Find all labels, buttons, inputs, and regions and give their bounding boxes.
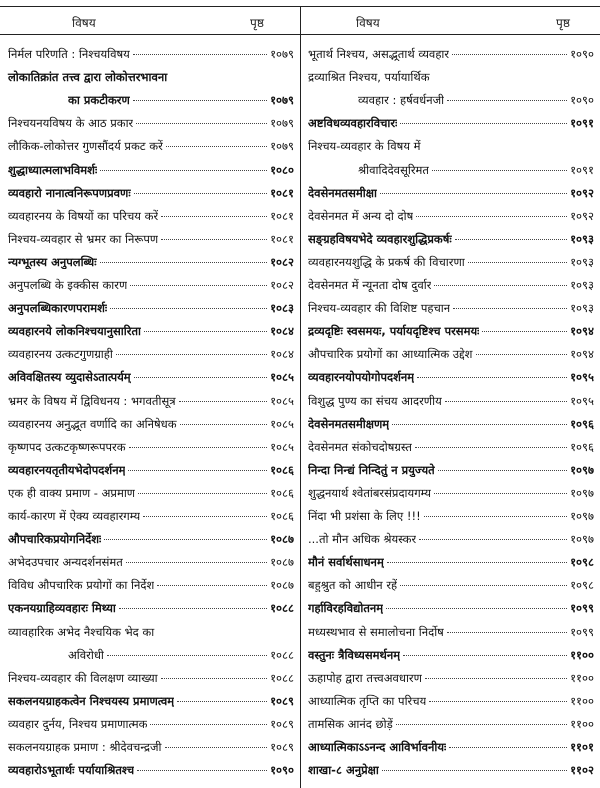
page-number: १०९३ xyxy=(570,255,594,269)
entry-title: व्यवहारनये लोकनिश्चयानुसारिता xyxy=(8,324,141,338)
contents-entry xyxy=(8,694,294,708)
contents-entry xyxy=(8,209,294,223)
page-number: १०९३ xyxy=(570,232,594,246)
contents-entry xyxy=(8,601,294,615)
contents-entry xyxy=(8,116,294,130)
entry-title: एकनयग्राहिव्यवहारः मिथ्या xyxy=(8,601,116,615)
dot-leader xyxy=(396,724,567,725)
dot-leader xyxy=(380,193,567,194)
entry-title: निश्चय-व्यवहार की विशिष्ट पहचान xyxy=(308,301,451,315)
dot-leader xyxy=(445,401,567,402)
page-number: १०७९ xyxy=(270,139,294,153)
dot-leader xyxy=(434,285,567,286)
contents-entry xyxy=(308,763,594,777)
entry-title: शुद्धनयार्थ श्वेतांबरसंप्रदायगम्य xyxy=(308,486,432,500)
entry-title: देवसेनमतसमीक्षणम् xyxy=(308,417,390,431)
entry-title: अष्टविधव्यवहारविचारः xyxy=(308,116,398,130)
dot-leader xyxy=(166,146,267,147)
entry-title: देवसेनमतसमीक्षा xyxy=(308,186,377,200)
contents-entry xyxy=(8,417,294,431)
contents-entry xyxy=(308,648,594,662)
contents-entry xyxy=(308,578,594,592)
page-number: १०८५ xyxy=(270,370,294,384)
left-page-header: पृष्ठ xyxy=(250,16,264,30)
page-number: १०९३ xyxy=(570,278,594,292)
entry-title: द्रव्यदृष्टिः स्वसमयः, पर्यायदृष्टिश्च परसमयः xyxy=(308,324,480,338)
contents-entry xyxy=(8,509,294,523)
contents-entry xyxy=(308,47,594,61)
page-number: १०८८ xyxy=(270,601,294,615)
page-number: १०८४ xyxy=(270,347,294,361)
entry-title: एक ही वाक्य प्रमाण - अप्रमाण xyxy=(8,486,136,500)
dot-leader xyxy=(424,516,567,517)
dot-leader xyxy=(416,216,567,217)
entry-title: व्यवहारनय उत्कटगुणग्राही xyxy=(8,347,113,361)
page-number: १०८६ xyxy=(270,463,294,477)
dot-leader xyxy=(161,216,267,217)
page-number: १०९५ xyxy=(570,394,594,408)
contents-entry xyxy=(8,671,294,685)
dot-leader xyxy=(447,100,567,101)
dot-leader xyxy=(150,724,267,725)
dot-leader xyxy=(180,424,268,425)
contents-entry xyxy=(8,347,294,361)
contents-entry xyxy=(308,463,594,477)
dot-leader xyxy=(382,770,567,771)
page-number: १०८७ xyxy=(270,578,294,592)
contents-entry xyxy=(308,694,594,708)
entry-title: व्यवहारोऽभूतार्थः पर्यायाश्रितश्च xyxy=(8,763,135,777)
dot-leader xyxy=(143,516,267,517)
page-number: १०८९ xyxy=(270,717,294,731)
entry-title: श्रीवादिदेवसूरिमत xyxy=(358,163,429,177)
page-number: ११०२ xyxy=(570,763,594,777)
entry-title: मध्यस्थभाव से समालोचना निर्दोष xyxy=(308,625,444,639)
contents-entry xyxy=(308,255,594,269)
contents-entry xyxy=(308,232,594,246)
contents-entry-line: द्रव्याश्रित निश्चय, पर्यायार्थिक xyxy=(308,70,430,84)
contents-entry xyxy=(308,532,594,546)
dot-leader xyxy=(137,770,267,771)
page-number: १०९२ xyxy=(570,186,594,200)
contents-entry xyxy=(308,509,594,523)
entry-title: व्यवहारनय के विषयों का परिचय करें xyxy=(8,209,159,223)
page-number: १०८७ xyxy=(270,555,294,569)
contents-entry xyxy=(308,186,594,200)
page-number: १०८७ xyxy=(270,532,294,546)
page-number: १०८५ xyxy=(270,440,294,454)
entry-title: अनुपलब्धि के इक्कीस कारण xyxy=(8,278,128,292)
contents-entry xyxy=(8,578,294,592)
contents-entry xyxy=(308,278,594,292)
contents-entry xyxy=(308,671,594,685)
dot-leader xyxy=(429,701,567,702)
dot-leader xyxy=(129,447,268,448)
page-number: १०८६ xyxy=(270,509,294,523)
entry-title: व्यवहारो नानात्वनिरूपणप्रवणः xyxy=(8,186,131,200)
entry-title: निश्चय-व्यवहार से भ्रमर का निरूपण xyxy=(8,232,159,246)
dot-leader xyxy=(144,331,267,332)
page-number: १०९१ xyxy=(570,163,594,177)
page-number: १०९७ xyxy=(570,463,594,477)
contents-entry xyxy=(308,370,594,384)
contents-entry xyxy=(8,440,294,454)
page-number: १०९० xyxy=(270,763,294,777)
right-page-header: पृष्ठ xyxy=(556,16,570,30)
page-number: १०८२ xyxy=(270,278,294,292)
page-number: १०८५ xyxy=(270,394,294,408)
contents-entry xyxy=(8,186,294,200)
entry-title: न्यग्भूतस्य अनुपलब्धिः xyxy=(8,255,97,269)
entry-title: निंदा भी प्रशंसा के लिए !!! xyxy=(308,509,421,523)
contents-entry xyxy=(308,301,594,315)
contents-entry xyxy=(8,463,294,477)
page-number: १०९४ xyxy=(570,347,594,361)
entry-title: निन्दा निन्द्यं निन्दितुं न प्रयुज्यते xyxy=(308,463,435,477)
entry-title: आध्यात्मिक तृप्ति का परिचय xyxy=(308,694,427,708)
entry-title: व्यवहार दुर्नय, निश्चय प्रमाणात्मक xyxy=(8,717,148,731)
dot-leader xyxy=(425,678,567,679)
dot-leader xyxy=(133,100,267,101)
page-number: १०९५ xyxy=(570,370,594,384)
entry-title: निर्मल परिणति : निश्चयविषय xyxy=(8,47,130,61)
dot-leader xyxy=(447,632,567,633)
contents-entry xyxy=(308,740,594,754)
page-number: १०९७ xyxy=(570,509,594,523)
dot-leader xyxy=(432,170,567,171)
dot-leader xyxy=(482,331,567,332)
contents-entry xyxy=(8,255,294,269)
contents-entry xyxy=(8,532,294,546)
contents-entry-line: निश्चय-व्यवहार के विषय में xyxy=(308,139,421,153)
dot-leader xyxy=(438,470,567,471)
entry-title: औपचारिक प्रयोगों का आध्यात्मिक उद्देश xyxy=(308,347,473,361)
entry-title: सकलनयग्राहक प्रमाण : श्रीदेवचन्द्रजी xyxy=(8,740,162,754)
dot-leader xyxy=(455,239,567,240)
contents-entry xyxy=(8,163,294,177)
contents-entry xyxy=(308,625,594,639)
dot-leader xyxy=(392,424,567,425)
entry-title: मौनं सर्वार्थसाधनम् xyxy=(308,555,384,569)
page-number: ११०० xyxy=(570,694,594,708)
dot-leader xyxy=(403,655,567,656)
entry-title: व्यवहारनयशुद्धि के प्रकर्ष की विचारणा xyxy=(308,255,465,269)
dot-leader xyxy=(104,539,267,540)
left-subject-header: विषय xyxy=(72,16,96,30)
dot-leader xyxy=(157,585,267,586)
contents-entry xyxy=(308,417,594,431)
contents-entry xyxy=(8,717,294,731)
dot-leader xyxy=(133,54,267,55)
entry-title: लौकिक-लोकोत्तर गुणसौंदर्य प्रकट करें xyxy=(8,139,163,153)
entry-title: बहुश्रुत को आधीन रहें xyxy=(308,578,398,592)
contents-entry xyxy=(308,324,594,338)
dot-leader xyxy=(400,585,567,586)
dot-leader xyxy=(116,354,267,355)
dot-leader xyxy=(138,493,267,494)
entry-title: विशुद्ध पुण्य का संचय आदरणीय xyxy=(308,394,442,408)
entry-title: भूतार्थ निश्चय, असद्भूतार्थ व्यवहार xyxy=(308,47,450,61)
page-number: १०९९ xyxy=(570,625,594,639)
entry-title: व्यवहारनयोपयोगोपदर्शनम् xyxy=(308,370,415,384)
entry-title: कृष्णपद उत्कटकृष्णरूपपरक xyxy=(8,440,126,454)
page-number: ११०० xyxy=(570,717,594,731)
page-number: १०८० xyxy=(270,163,294,177)
contents-entry xyxy=(358,93,594,107)
dot-leader xyxy=(449,747,567,748)
page-number: ११०० xyxy=(570,648,594,662)
dot-leader xyxy=(134,377,267,378)
page-number: १०९७ xyxy=(570,532,594,546)
contents-entry xyxy=(308,209,594,223)
contents-entry xyxy=(308,394,594,408)
dot-leader xyxy=(107,655,267,656)
contents-entry xyxy=(8,486,294,500)
page-number: १०८१ xyxy=(270,209,294,223)
entry-title: निश्चय-व्यवहार की विलक्षण व्याख्या xyxy=(8,671,158,685)
contents-entry-line: व्यावहारिक अभेद नैश्चयिक भेद का xyxy=(8,625,155,639)
entry-title: देवसेनमत संकोचदोषग्रस्त xyxy=(308,440,412,454)
dot-leader xyxy=(161,678,267,679)
entry-title: व्यवहारनयतृतीयभेदोपदर्शनम् xyxy=(8,463,126,477)
contents-entry xyxy=(68,648,294,662)
page-number: ११०० xyxy=(570,671,594,685)
entry-title: अभेदउपचार अन्यदर्शनसंमत xyxy=(8,555,123,569)
dot-leader xyxy=(119,608,267,609)
dot-leader xyxy=(387,562,567,563)
dot-leader xyxy=(161,239,267,240)
contents-entry xyxy=(8,47,294,61)
entry-title: निश्चयनयविषय के आठ प्रकार xyxy=(8,116,134,130)
dot-leader xyxy=(134,193,267,194)
entry-title: ऊहापोह द्वारा तत्त्वअवधारण xyxy=(308,671,422,685)
page-number: १०९६ xyxy=(570,440,594,454)
dot-leader xyxy=(126,562,267,563)
dot-leader xyxy=(415,447,567,448)
page-number: १०९८ xyxy=(570,578,594,592)
page-number: १०८८ xyxy=(270,671,294,685)
contents-entry xyxy=(308,717,594,731)
page-number: १०९१ xyxy=(570,116,594,130)
page-number: १०८४ xyxy=(270,324,294,338)
contents-entry xyxy=(8,370,294,384)
page-number: १०९२ xyxy=(570,209,594,223)
page-number: १०९४ xyxy=(570,324,594,338)
dot-leader xyxy=(179,401,268,402)
contents-entry xyxy=(8,324,294,338)
page-number: १०८६ xyxy=(270,486,294,500)
dot-leader xyxy=(452,54,567,55)
entry-title: वस्तुनः त्रैविध्यसमर्थनम् xyxy=(308,648,401,662)
entry-title: अनुपलब्धिकारणपरामर्शः xyxy=(8,301,108,315)
dot-leader xyxy=(165,747,268,748)
entry-title: व्यवहार : हर्षवर्धनजी xyxy=(358,93,445,107)
entry-title: गर्हाविरहविद्योतनम् xyxy=(308,601,384,615)
entry-title: विविध औपचारिक प्रयोगों का निर्देश xyxy=(8,578,155,592)
page-number: १०८१ xyxy=(270,186,294,200)
entry-title: शुद्धाध्यात्मलाभविमर्शः xyxy=(8,163,98,177)
entry-title: सकलनयग्राहकत्वेन निश्चयस्य प्रमाणत्वम् xyxy=(8,694,175,708)
contents-entry xyxy=(358,163,594,177)
entry-title: ...तो मौन अधिक श्रेयस्कर xyxy=(308,532,417,546)
page-number: १०७९ xyxy=(270,93,294,107)
page-number: १०७९ xyxy=(270,47,294,61)
dot-leader xyxy=(468,262,567,263)
page-number: १०७९ xyxy=(270,116,294,130)
right-subject-header: विषय xyxy=(356,16,380,30)
page-number: १०९० xyxy=(570,47,594,61)
entry-title: आध्यात्मिकाऽऽनन्द आविर्भावनीयः xyxy=(308,740,447,754)
entry-title: सङ्ग्रहविषयभेदे व्यवहारशुद्धिप्रकर्षः xyxy=(308,232,452,246)
dot-leader xyxy=(136,123,267,124)
contents-entry xyxy=(308,486,594,500)
contents-entry xyxy=(308,347,594,361)
contents-entry xyxy=(8,740,294,754)
contents-entry xyxy=(8,394,294,408)
dot-leader xyxy=(386,608,567,609)
page-number: १०९० xyxy=(570,93,594,107)
entry-title: अविवक्षितस्य व्युदासेऽतात्पर्यम् xyxy=(8,370,131,384)
contents-entry xyxy=(8,278,294,292)
page-number: १०८५ xyxy=(270,417,294,431)
contents-entry xyxy=(8,555,294,569)
page-number: १०८९ xyxy=(270,740,294,754)
page-number: १०८३ xyxy=(270,301,294,315)
page-number: १०९६ xyxy=(570,417,594,431)
dot-leader xyxy=(100,262,268,263)
contents-entry xyxy=(8,301,294,315)
entry-title: देवसेनमत में न्यूनता दोष दुर्वार xyxy=(308,278,432,292)
dot-leader xyxy=(400,123,567,124)
contents-entry xyxy=(308,116,594,130)
page-number: १०९९ xyxy=(570,601,594,615)
entry-title: अविरोधी xyxy=(68,648,104,662)
entry-title: देवसेनमत में अन्य दो दोष xyxy=(308,209,414,223)
entry-title: कार्य-कारण में ऐक्य व्यवहारगम्य xyxy=(8,509,141,523)
contents-entry xyxy=(68,93,294,107)
dot-leader xyxy=(453,308,567,309)
contents-entry-line: लोकातिक्रांत तत्त्व द्वारा लोकोत्तरभावना xyxy=(8,70,168,84)
dot-leader xyxy=(130,285,267,286)
contents-entry xyxy=(8,763,294,777)
column-divider xyxy=(300,6,301,788)
page-number: १०८२ xyxy=(270,255,294,269)
entry-title: व्यवहारनय अनुद्भूत वर्णादि का अनिषेधक xyxy=(8,417,177,431)
page-number: ११०१ xyxy=(570,740,594,754)
page-number: १०९७ xyxy=(570,486,594,500)
contents-entry xyxy=(8,232,294,246)
page-number: १०८१ xyxy=(270,232,294,246)
entry-title: औपचारिकप्रयोगनिर्देशः xyxy=(8,532,102,546)
dot-leader xyxy=(434,493,567,494)
entry-title: तामसिक आनंद छोड़ें xyxy=(308,717,393,731)
contents-entry xyxy=(308,555,594,569)
contents-entry xyxy=(308,440,594,454)
contents-entry xyxy=(308,601,594,615)
page-number: १०९३ xyxy=(570,301,594,315)
dot-leader xyxy=(128,470,267,471)
contents-entry xyxy=(8,139,294,153)
dot-leader xyxy=(476,354,568,355)
dot-leader xyxy=(417,377,567,378)
page-number: १०८९ xyxy=(270,694,294,708)
page-number: १०८८ xyxy=(270,648,294,662)
dot-leader xyxy=(419,539,567,540)
dot-leader xyxy=(110,308,267,309)
entry-title: भ्रमर के विषय में द्विविधनय : भगवतीसूत्र xyxy=(8,394,176,408)
page-number: १०९८ xyxy=(570,555,594,569)
dot-leader xyxy=(100,170,267,171)
dot-leader xyxy=(177,701,267,702)
entry-title: शाखा-८ अनुप्रेक्षा xyxy=(308,763,379,777)
entry-title: का प्रकटीकरण xyxy=(68,93,130,107)
